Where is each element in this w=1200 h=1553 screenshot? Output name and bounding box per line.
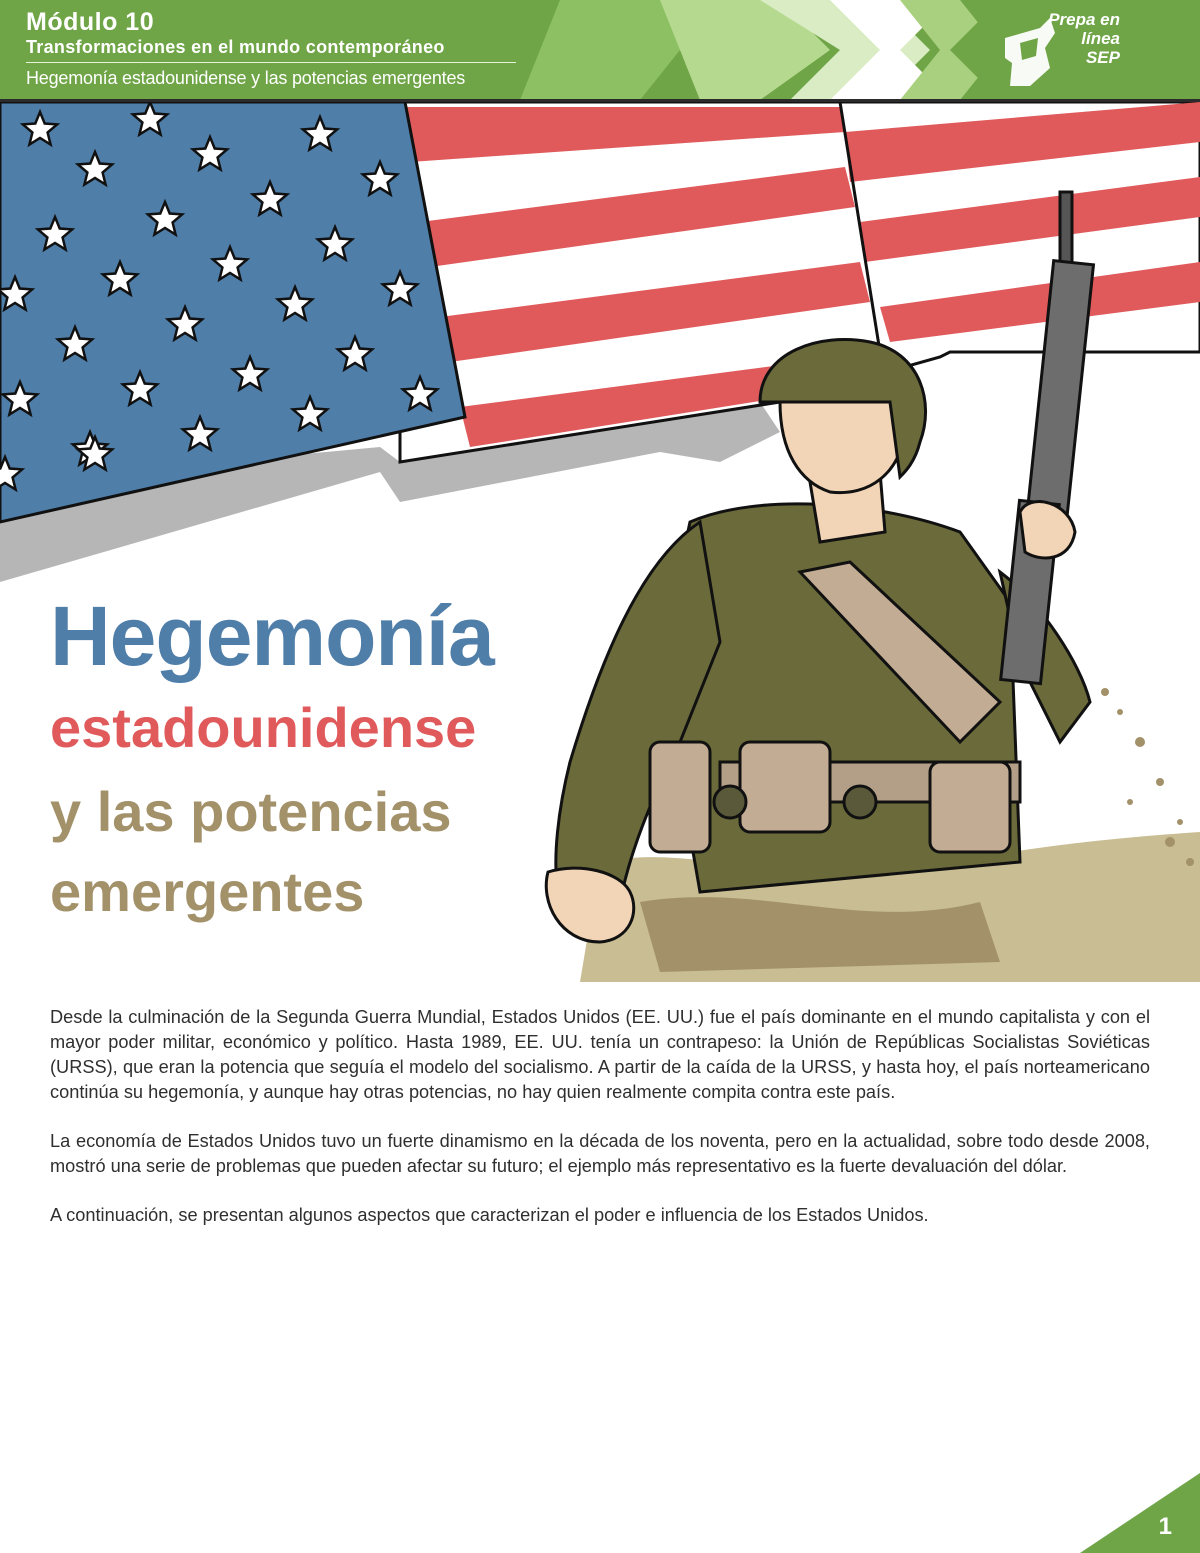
pouch (650, 742, 710, 852)
paragraph: Desde la culminación de la Segunda Guerra Mundial, Estados Unidos (EE. UU.) fue el país dominante en el mundo capitalista y con el mayor poder militar, económico y político. Hasta 1989, EE. UU. tenía un contrapeso: la Unión de Repúblicas Socialistas Soviéticas (URSS), que eran la potencia que seguía el modelo del socialismo. A partir de la caída de la URSS, y hasta hoy, el país norteamericano continúa su hegemonía, y aunque hay otras potencias, no hay quien realmente compita contra este país. (50, 1007, 1150, 1102)
title-block (50, 590, 494, 932)
logo-line-3: SEP (1085, 48, 1120, 67)
title-line-4: emergentes (50, 860, 365, 923)
header-banner (0, 0, 1200, 100)
title-line-2: estadounidense (50, 696, 477, 759)
title-line-1: Hegemonía (50, 589, 494, 683)
module-title: Módulo 10 (26, 8, 155, 36)
logo-text (1040, 10, 1120, 67)
module-topic: Hegemonía estadounidense y las potencias emergentes (26, 68, 466, 88)
grenade (714, 786, 746, 818)
pouch (930, 762, 1010, 852)
body-text (50, 1005, 1150, 1252)
soldier-fist (546, 868, 633, 942)
page-number: 1 (1158, 1513, 1172, 1540)
module-subtitle: Transformaciones en el mundo contemporáneo (26, 37, 445, 57)
paragraph: A continuación, se presentan algunos aspectos que caracterizan el poder e influencia de los Estados Unidos. (50, 1205, 929, 1225)
paragraph: La economía de Estados Unidos tuvo un fuerte dinamismo en la década de los noventa, pero en la actualidad, sobre todo desde 2008, mostró una serie de problemas que pueden afectar su futuro; el ejemplo más representativo es la fuerte devaluación del dólar. (50, 1131, 1150, 1176)
pouch (740, 742, 830, 832)
grenade (844, 786, 876, 818)
title-line-3: y las potencias (50, 780, 452, 843)
logo-line-1: Prepa en (1048, 10, 1120, 29)
logo-line-2: línea (1081, 29, 1120, 48)
page-corner-triangle (1080, 1473, 1200, 1553)
header-divider (26, 62, 516, 63)
